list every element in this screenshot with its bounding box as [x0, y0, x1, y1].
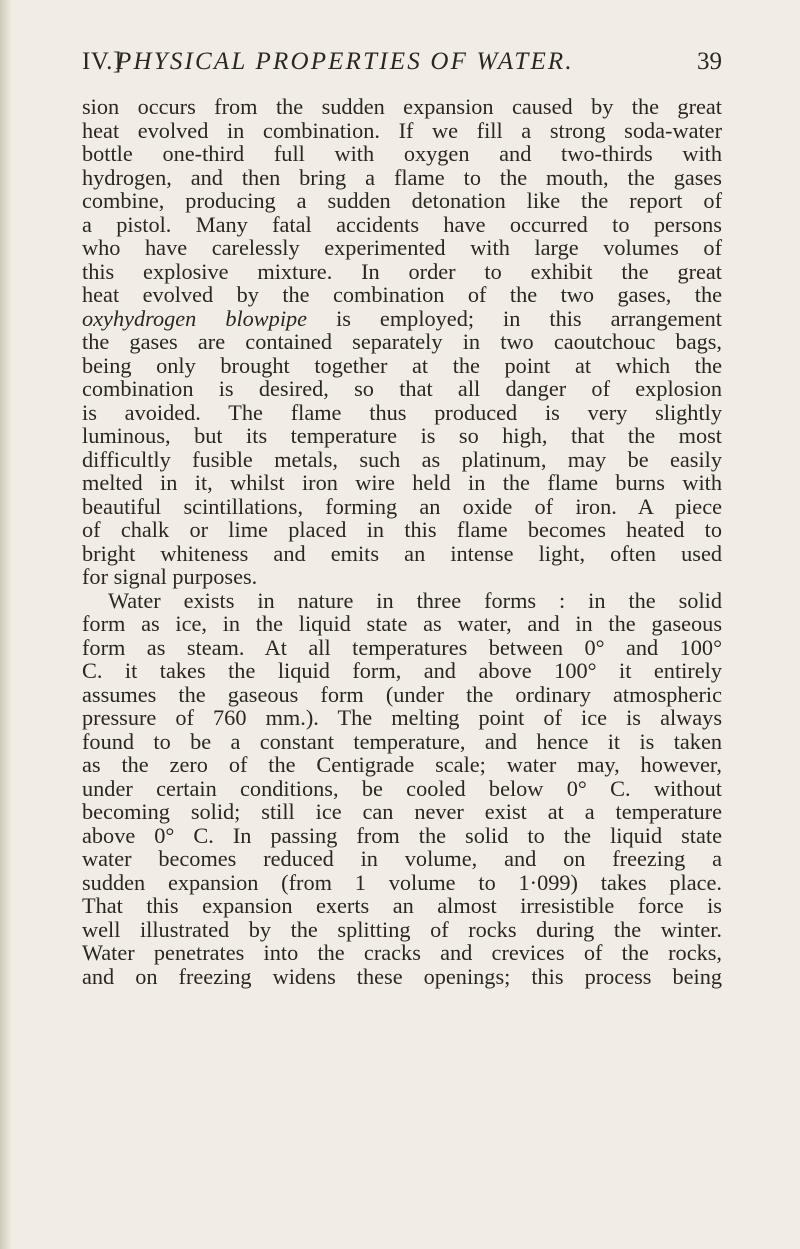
text-line: assumes the gaseous form (under the ordinary atmospheric: [82, 681, 722, 707]
text-line: heat evolved by the combination of the two gases, the: [82, 282, 722, 307]
text-line: is avoided. The flame thus produced is very slightly: [82, 399, 722, 425]
text-line: sudden expansion (from 1 volume to 1·099) takes place.: [82, 869, 722, 895]
text-line: form as ice, in the liquid state as water, and in the gaseous: [82, 611, 722, 636]
text-line: becoming solid; still ice can never exist at a temperature: [82, 799, 722, 824]
running-header: [82, 48, 722, 84]
text-line: Water penetrates into the cracks and crevices of the rocks,: [82, 940, 722, 965]
text-line: pressure of 760 mm.). The melting point of ice is always: [82, 705, 722, 730]
text-line: melted in it, whilst iron wire held in the flame burns with: [82, 470, 722, 495]
text-line: being only brought together at the point at which the: [82, 352, 722, 378]
text-line: bottle one-third full with oxygen and two-thirds with: [82, 141, 722, 166]
text-line: heat evolved in combination. If we fill a strong soda-water: [82, 117, 722, 143]
text-line: combine, producing a sudden detonation like the report of: [82, 188, 722, 213]
text-line: difficultly fusible metals, such as platinum, may be easily: [82, 446, 722, 472]
text-line: of chalk or lime placed in this flame becomes heated to: [82, 517, 722, 542]
text-line: above 0° C. In passing from the solid to the liquid state: [82, 822, 722, 848]
body-text: [82, 95, 722, 988]
chapter-number: IV.]: [82, 48, 122, 75]
text-line: That this expansion exerts an almost irresistible force is: [82, 893, 722, 918]
text-line: C. it takes the liquid form, and above 100° it entirely: [82, 658, 722, 683]
text-line: form as steam. At all temperatures between 0° and 100°: [82, 634, 722, 660]
running-title: PHYSICAL PROPERTIES OF WATER.: [116, 48, 574, 75]
page-number: 39: [697, 48, 722, 75]
text-line: luminous, but its temperature is so high, that the most: [82, 423, 722, 448]
text-line: combination is desired, so that all danger of explosion: [82, 376, 722, 401]
text-line: hydrogen, and then bring a flame to the mouth, the gases: [82, 164, 722, 190]
text-line: water becomes reduced in volume, and on freezing a: [82, 846, 722, 871]
paragraph-start-line: Water exists in nature in three forms : in the solid: [108, 587, 722, 613]
text-line: the gases are contained separately in two caoutchouc bags,: [82, 329, 722, 354]
paragraph-end-line: for signal purposes.: [82, 564, 258, 589]
text-line-rest: is employed; in this arrangement: [307, 305, 723, 331]
text-line: a pistol. Many fatal accidents have occurred to persons: [82, 211, 722, 237]
text-line: beautiful scintillations, forming an oxide of iron. A piece: [82, 493, 722, 519]
text-line: as the zero of the Centigrade scale; water may, however,: [82, 752, 722, 777]
text-line: and on freezing widens these openings; this process being: [82, 963, 722, 989]
text-line: who have carelessly experimented with large volumes of: [82, 235, 722, 260]
text-line: found to be a constant temperature, and hence it is taken: [82, 728, 722, 754]
text-line: under certain conditions, be cooled below 0° C. without: [82, 775, 722, 801]
italic-term: oxyhydrogen blowpipe: [82, 305, 308, 331]
text-line: sion occurs from the sudden expansion caused by the great: [82, 94, 722, 119]
text-line: bright whiteness and emits an intense light, often used: [82, 540, 722, 566]
text-line-with-term: [82, 307, 722, 331]
page-spine-shadow: [0, 0, 12, 1249]
text-line: this explosive mixture. In order to exhibit the great: [82, 258, 722, 284]
text-line: well illustrated by the splitting of rocks during the winter.: [82, 916, 722, 942]
